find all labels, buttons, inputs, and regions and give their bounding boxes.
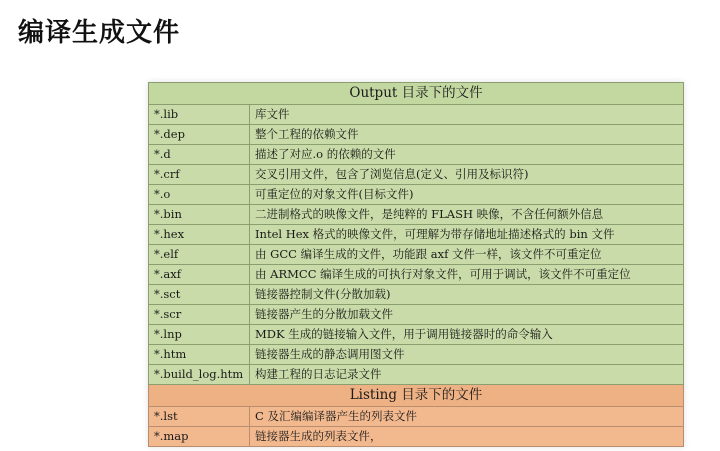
table-row bbox=[149, 305, 684, 325]
file-desc: 库文件 bbox=[250, 105, 684, 125]
file-ext: *.scr bbox=[149, 305, 250, 325]
file-ext: *.hex bbox=[149, 225, 250, 245]
table-row bbox=[149, 285, 684, 305]
listing-section-header: Listing 目录下的文件 bbox=[149, 385, 684, 407]
file-ext: *.htm bbox=[149, 345, 250, 365]
table-row bbox=[149, 345, 684, 365]
file-desc: C 及汇编编译器产生的列表文件 bbox=[250, 407, 684, 427]
file-ext: *.axf bbox=[149, 265, 250, 285]
file-desc: Intel Hex 格式的映像文件，可理解为带存储地址描述格式的 bin 文件 bbox=[250, 225, 684, 245]
file-desc: 链接器生成的静态调用图文件 bbox=[250, 345, 684, 365]
table-row bbox=[149, 427, 684, 447]
file-ext: *.d bbox=[149, 145, 250, 165]
table-row bbox=[149, 185, 684, 205]
file-desc: 链接器控制文件(分散加载) bbox=[250, 285, 684, 305]
table-row bbox=[149, 245, 684, 265]
file-desc: 可重定位的对象文件(目标文件) bbox=[250, 185, 684, 205]
table-row bbox=[149, 265, 684, 285]
file-desc: 描述了对应.o 的依赖的文件 bbox=[250, 145, 684, 165]
file-ext: *.map bbox=[149, 427, 250, 447]
table-row bbox=[149, 165, 684, 185]
file-ext: *.build_log.htm bbox=[149, 365, 250, 385]
file-desc: 整个工程的依赖文件 bbox=[250, 125, 684, 145]
table-row bbox=[149, 325, 684, 345]
file-ext: *.lnp bbox=[149, 325, 250, 345]
listing-section-header-row bbox=[149, 385, 684, 407]
file-table bbox=[148, 82, 684, 447]
file-desc: MDK 生成的链接输入文件，用于调用链接器时的命令输入 bbox=[250, 325, 684, 345]
file-desc: 链接器生成的列表文件， bbox=[250, 427, 684, 447]
file-table-container bbox=[148, 82, 684, 447]
table-row bbox=[149, 365, 684, 385]
table-row bbox=[149, 225, 684, 245]
file-desc: 交叉引用文件，包含了浏览信息(定义、引用及标识符) bbox=[250, 165, 684, 185]
file-ext: *.dep bbox=[149, 125, 250, 145]
file-desc: 二进制格式的映像文件，是纯粹的 FLASH 映像，不含任何额外信息 bbox=[250, 205, 684, 225]
file-desc: 链接器产生的分散加载文件 bbox=[250, 305, 684, 325]
output-section-header-row bbox=[149, 83, 684, 105]
table-row bbox=[149, 125, 684, 145]
table-row bbox=[149, 205, 684, 225]
file-ext: *.o bbox=[149, 185, 250, 205]
file-ext: *.lst bbox=[149, 407, 250, 427]
table-row bbox=[149, 145, 684, 165]
file-desc: 由 ARMCC 编译生成的可执行对象文件，可用于调试，该文件不可重定位 bbox=[250, 265, 684, 285]
table-row bbox=[149, 105, 684, 125]
file-ext: *.crf bbox=[149, 165, 250, 185]
file-ext: *.bin bbox=[149, 205, 250, 225]
file-ext: *.lib bbox=[149, 105, 250, 125]
table-row bbox=[149, 407, 684, 427]
file-desc: 由 GCC 编译生成的文件，功能跟 axf 文件一样，该文件不可重定位 bbox=[250, 245, 684, 265]
output-section-header: Output 目录下的文件 bbox=[149, 83, 684, 105]
file-desc: 构建工程的日志记录文件 bbox=[250, 365, 684, 385]
page-title: 编译生成文件 bbox=[18, 18, 181, 48]
file-ext: *.elf bbox=[149, 245, 250, 265]
file-ext: *.sct bbox=[149, 285, 250, 305]
